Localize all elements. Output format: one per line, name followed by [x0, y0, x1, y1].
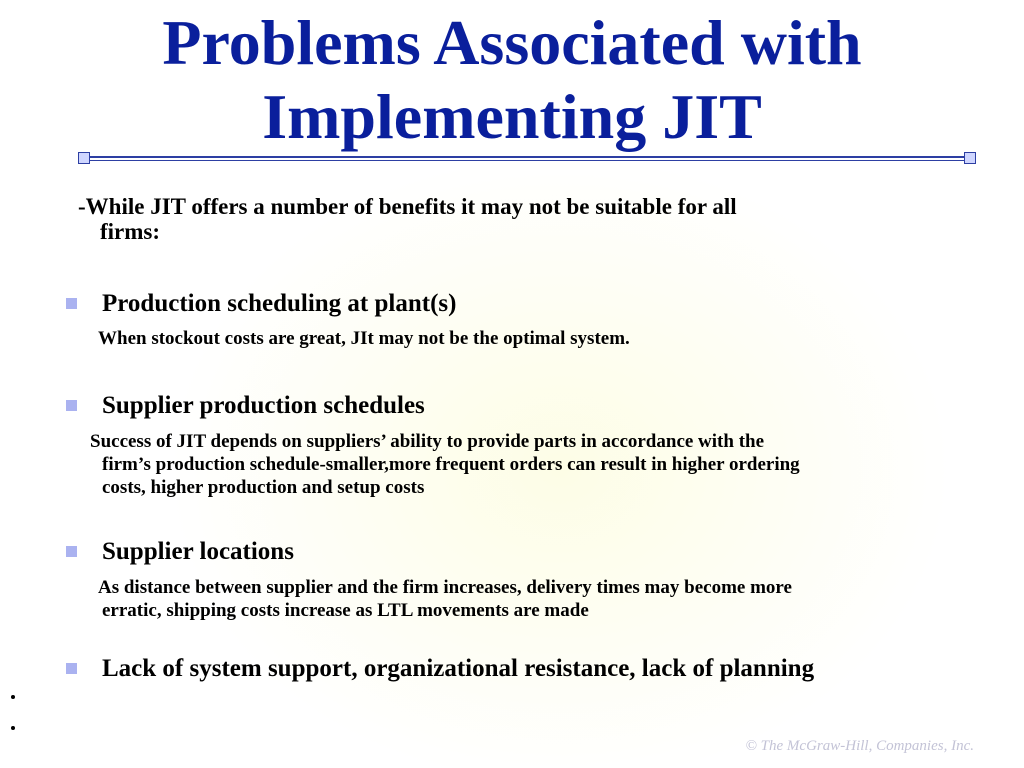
slide-title — [0, 6, 1024, 154]
square-bullet-icon — [66, 663, 77, 674]
bullet-heading: Lack of system support, organizational resistance, lack of planning — [102, 655, 815, 682]
bullet-heading: Supplier production schedules — [102, 392, 425, 419]
slide-title-line-2: Implementing JIT — [262, 81, 762, 152]
intro-text — [78, 194, 938, 244]
divider-right-square-icon — [964, 152, 976, 164]
bullet-heading: Production scheduling at plant(s) — [102, 290, 457, 317]
intro-line-1: -While JIT offers a number of benefits it may not be suitable for all — [78, 194, 737, 219]
empty-bullet-dot-icon — [11, 695, 15, 699]
intro-line-2: firms: — [100, 219, 161, 244]
detail-line: firm’s production schedule-smaller,more frequent orders can result in higher ordering — [102, 454, 800, 475]
detail-line: As distance between supplier and the firm increases, delivery times may become more — [98, 577, 792, 598]
empty-bullet-dot-icon — [11, 726, 15, 730]
detail-line: Success of JIT depends on suppliers’ ability to provide parts in accordance with the — [90, 431, 765, 452]
divider-line-bottom — [90, 160, 964, 161]
detail-line: erratic, shipping costs increase as LTL movements are made — [102, 600, 589, 621]
bullet-detail — [98, 327, 630, 350]
copyright-notice: © The McGraw-Hill, Companies, Inc. — [745, 738, 974, 754]
divider-line-top — [90, 156, 964, 158]
square-bullet-icon — [66, 298, 77, 309]
divider-left-square-icon — [78, 152, 90, 164]
bullet-heading: Supplier locations — [102, 538, 294, 565]
detail-line: costs, higher production and setup costs — [102, 477, 425, 498]
bullet-detail — [98, 576, 792, 622]
detail-line: When stockout costs are great, JIt may not be the optimal system. — [98, 328, 630, 349]
bullet-detail — [90, 430, 800, 499]
square-bullet-icon — [66, 546, 77, 557]
slide-title-line-1: Problems Associated with — [162, 7, 862, 78]
title-divider — [84, 155, 970, 163]
square-bullet-icon — [66, 400, 77, 411]
